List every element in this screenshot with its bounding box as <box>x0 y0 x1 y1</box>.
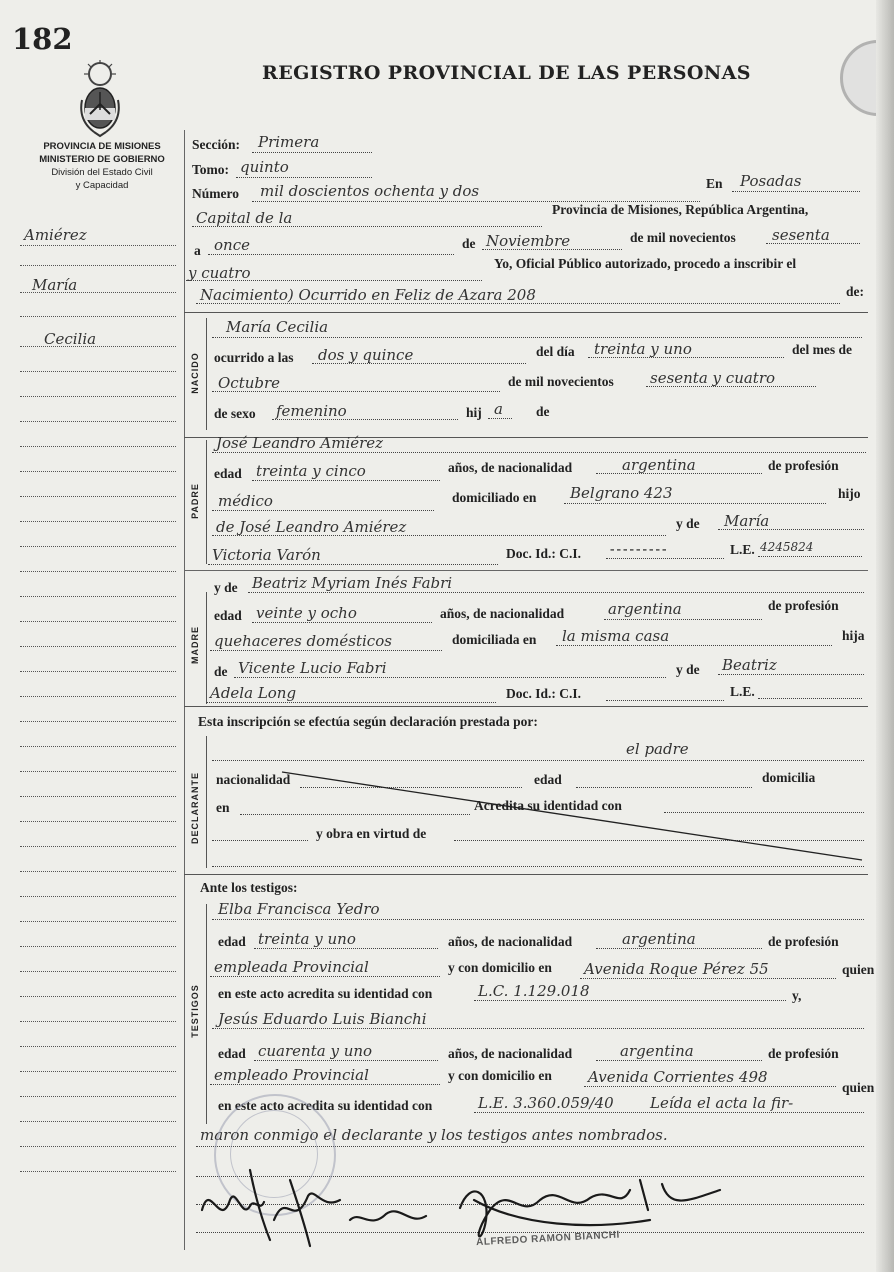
madre-le-label: L.E. <box>730 684 755 699</box>
madre-edad-value: veinte y ocho <box>256 604 357 622</box>
declarante-value: el padre <box>626 740 689 758</box>
declarante-section-label: DECLARANTE <box>190 772 200 844</box>
madre-section-label: MADRE <box>190 626 200 664</box>
padre-dom-value: Belgrano 423 <box>570 484 673 502</box>
madre-edad-label: edad <box>214 608 242 623</box>
provincia-text: Provincia de Misiones, República Argentina, <box>552 202 809 217</box>
leida-line-2: maron conmigo el declarante y los testigos antes nombrados. <box>200 1126 668 1144</box>
sidebar-first-name: María <box>32 276 78 294</box>
nacido-anio-label: de mil novecientos <box>508 374 614 389</box>
testigos-section <box>184 874 868 875</box>
testigo-1-nac-label: años, de nacionalidad <box>448 934 573 949</box>
madre-doc-label: Doc. Id.: C.I. <box>506 686 582 701</box>
nacido-anio-value: sesenta y cuatro <box>650 369 776 387</box>
issuer-division-2: y Capacidad <box>75 180 129 191</box>
tomo-value: quinto <box>240 158 289 176</box>
madre-y-de-label: y de <box>214 580 238 595</box>
page-number: 182 <box>12 22 73 56</box>
madre-madre-value-2: Adela Long <box>210 684 297 702</box>
mes-value: Noviembre <box>486 232 571 250</box>
declarante-nac-label: nacionalidad <box>216 772 291 787</box>
de-colon: de: <box>846 284 864 299</box>
madre-section-top-rule <box>184 570 868 571</box>
padre-dom-label: domiciliado en <box>452 490 537 505</box>
capital-value: Capital de la <box>196 209 293 227</box>
numero-value: mil doscientos ochenta y dos <box>260 182 480 200</box>
declarante-section <box>184 706 868 707</box>
sidebar-second-name: Cecilia <box>44 330 97 348</box>
testigo-2-nombre: Jesús Eduardo Luis Bianchi <box>218 1010 427 1028</box>
padre-prof-value: médico <box>218 492 273 510</box>
madre-nombre: Beatriz Myriam Inés Fabri <box>252 574 453 592</box>
testigo-1-prof-label: de profesión <box>768 934 839 949</box>
testigo-1-acredita-label: en este acto acredita su identidad con <box>218 986 433 1001</box>
testigo-1-dom: Avenida Roque Pérez 55 <box>584 960 769 978</box>
declarante-edad-label: edad <box>534 772 562 787</box>
del-dia-label: del día <box>536 344 575 359</box>
hijo-label: hijo <box>838 486 861 501</box>
declarante-intro: Esta inscripción se efectúa según declaración prestada por: <box>198 714 538 729</box>
testigos-intro: Ante los testigos: <box>200 880 298 895</box>
nacido-mes-value: Octubre <box>218 374 281 392</box>
testigo-2-nac-label: años, de nacionalidad <box>448 1046 573 1061</box>
declarante-en-label: en <box>216 800 230 815</box>
padre-edad-value: treinta y cinco <box>256 462 366 480</box>
testigo-2-dom: Avenida Corrientes 498 <box>588 1068 768 1086</box>
hija-label: hija <box>842 628 865 643</box>
testigo-2-prof-label: de profesión <box>768 1046 839 1061</box>
padre-le-label: L.E. <box>730 542 755 557</box>
leida-line-1: Leída el acta la fir- <box>650 1094 794 1112</box>
declarante-obra-label: y obra en virtud de <box>316 826 427 841</box>
anio-cont-value: y cuatro <box>188 264 251 282</box>
testigo-2-edad: cuarenta y uno <box>258 1042 373 1060</box>
madre-nac-value: argentina <box>608 600 682 618</box>
testigo-1-nombre: Elba Francisca Yedro <box>218 900 380 918</box>
tomo-label: Tomo: <box>192 162 230 177</box>
sexo-label: de sexo <box>214 406 256 421</box>
issuer-ministry: MINISTERIO DE GOBIERNO <box>39 154 165 165</box>
padre-y-de-label: y de <box>676 516 700 531</box>
madre-nac-label: años, de nacionalidad <box>440 606 565 621</box>
testigo-2-acredita-label: en este acto acredita su identidad con <box>218 1098 433 1113</box>
madre-dom-value: la misma casa <box>562 627 670 645</box>
seccion-label: Sección: <box>192 137 240 152</box>
a-label: a <box>194 243 201 258</box>
testigo-1-dom-label: y con domicilio en <box>448 960 552 975</box>
testigo-2-edad-label: edad <box>218 1046 246 1061</box>
ocurrido-label: ocurrido a las <box>214 350 294 365</box>
testigo-2-doc: L.E. 3.360.059/40 <box>478 1094 614 1112</box>
en-value: Posadas <box>740 172 802 190</box>
oficial-text: Yo, Oficial Público autorizado, procedo a inscribir el <box>494 256 797 271</box>
madre-prof-value: quehaceres domésticos <box>214 632 392 650</box>
en-label: En <box>706 176 723 191</box>
nacido-dia-value: treinta y uno <box>594 340 692 358</box>
madre-padre-value: Vicente Lucio Fabri <box>238 659 387 677</box>
issuer-division: División del Estado Civil <box>51 167 153 178</box>
de-label: de <box>462 236 476 251</box>
declarante-acredita-label: Acredita su identidad con <box>474 798 622 813</box>
hij-value: a <box>494 400 503 418</box>
declarante-dom-label: domicilia <box>762 770 816 785</box>
testigo-1-edad-label: edad <box>218 934 246 949</box>
testigo-2-nac: argentina <box>620 1042 694 1060</box>
numero-label: Número <box>192 186 239 201</box>
testigo-2-prof: empleado Provincial <box>214 1066 369 1084</box>
testigo-1-doc: L.C. 1.129.018 <box>478 982 590 1000</box>
testigo-1-prof: empleada Provincial <box>214 958 369 976</box>
anio-value: sesenta <box>772 226 830 244</box>
padre-nac-value: argentina <box>622 456 696 474</box>
nacido-section-label: NACIDO <box>190 352 200 394</box>
padre-nac-label: años, de nacionalidad <box>448 460 573 475</box>
testigo-1-edad: treinta y uno <box>258 930 356 948</box>
issuer-block <box>20 140 184 192</box>
nacido-nombre: María Cecilia <box>226 318 329 336</box>
padre-section-label: PADRE <box>190 483 200 519</box>
hij-label: hij <box>466 405 482 420</box>
sexo-value: femenino <box>276 402 347 420</box>
madre-prof-label: de profesión <box>768 598 839 613</box>
padre-prof-label: de profesión <box>768 458 839 473</box>
dia-value: once <box>214 236 250 254</box>
padre-madre-value-2: Victoria Varón <box>212 546 321 564</box>
coat-of-arms-emblem <box>76 60 124 138</box>
testigo-2-quien-label: quien <box>842 1080 875 1095</box>
testigo-1-nac: argentina <box>622 930 696 948</box>
acto-value: Nacimiento) Ocurrido en Feliz de Azara 208 <box>200 286 536 304</box>
padre-doc-label: Doc. Id.: C.I. <box>506 546 582 561</box>
stamp-text: ALFREDO RAMON BIANCHI <box>475 1229 621 1249</box>
issuer-province: PROVINCIA DE MISIONES <box>43 141 161 152</box>
padre-ci-value: --------- <box>610 541 669 556</box>
padre-madre-value-1: María <box>724 512 770 530</box>
madre-y-de-2-label: y de <box>676 662 700 677</box>
document-title: REGISTRO PROVINCIAL DE LAS PERSONAS <box>262 62 751 84</box>
madre-madre-value-1: Beatriz <box>722 656 777 674</box>
madre-de-label: de <box>214 664 228 679</box>
nacido-de-label: de <box>536 404 550 419</box>
sidebar-surname: Amiérez <box>24 226 87 244</box>
padre-le-value: 4245824 <box>760 540 814 554</box>
declarante-strike-line <box>280 768 864 864</box>
padre-nombre: José Leandro Amiérez <box>216 434 384 452</box>
hora-value: dos y quince <box>318 346 414 364</box>
testigo-2-dom-label: y con domicilio en <box>448 1068 552 1083</box>
page-right-edge <box>876 0 894 1272</box>
testigos-section-label: TESTIGOS <box>190 984 200 1038</box>
anio-label: de mil novecientos <box>630 230 736 245</box>
padre-edad-label: edad <box>214 466 242 481</box>
seccion-value: Primera <box>258 133 320 151</box>
testigo-1-quien-label: quien <box>842 962 875 977</box>
signatures-drawing <box>190 1150 760 1260</box>
testigo-1-y-label: y, <box>792 988 802 1003</box>
madre-dom-label: domiciliada en <box>452 632 537 647</box>
official-stamp <box>476 1226 672 1266</box>
mes-label: del mes de <box>792 342 852 357</box>
padre-padre-value: de José Leandro Amiérez <box>216 518 407 536</box>
